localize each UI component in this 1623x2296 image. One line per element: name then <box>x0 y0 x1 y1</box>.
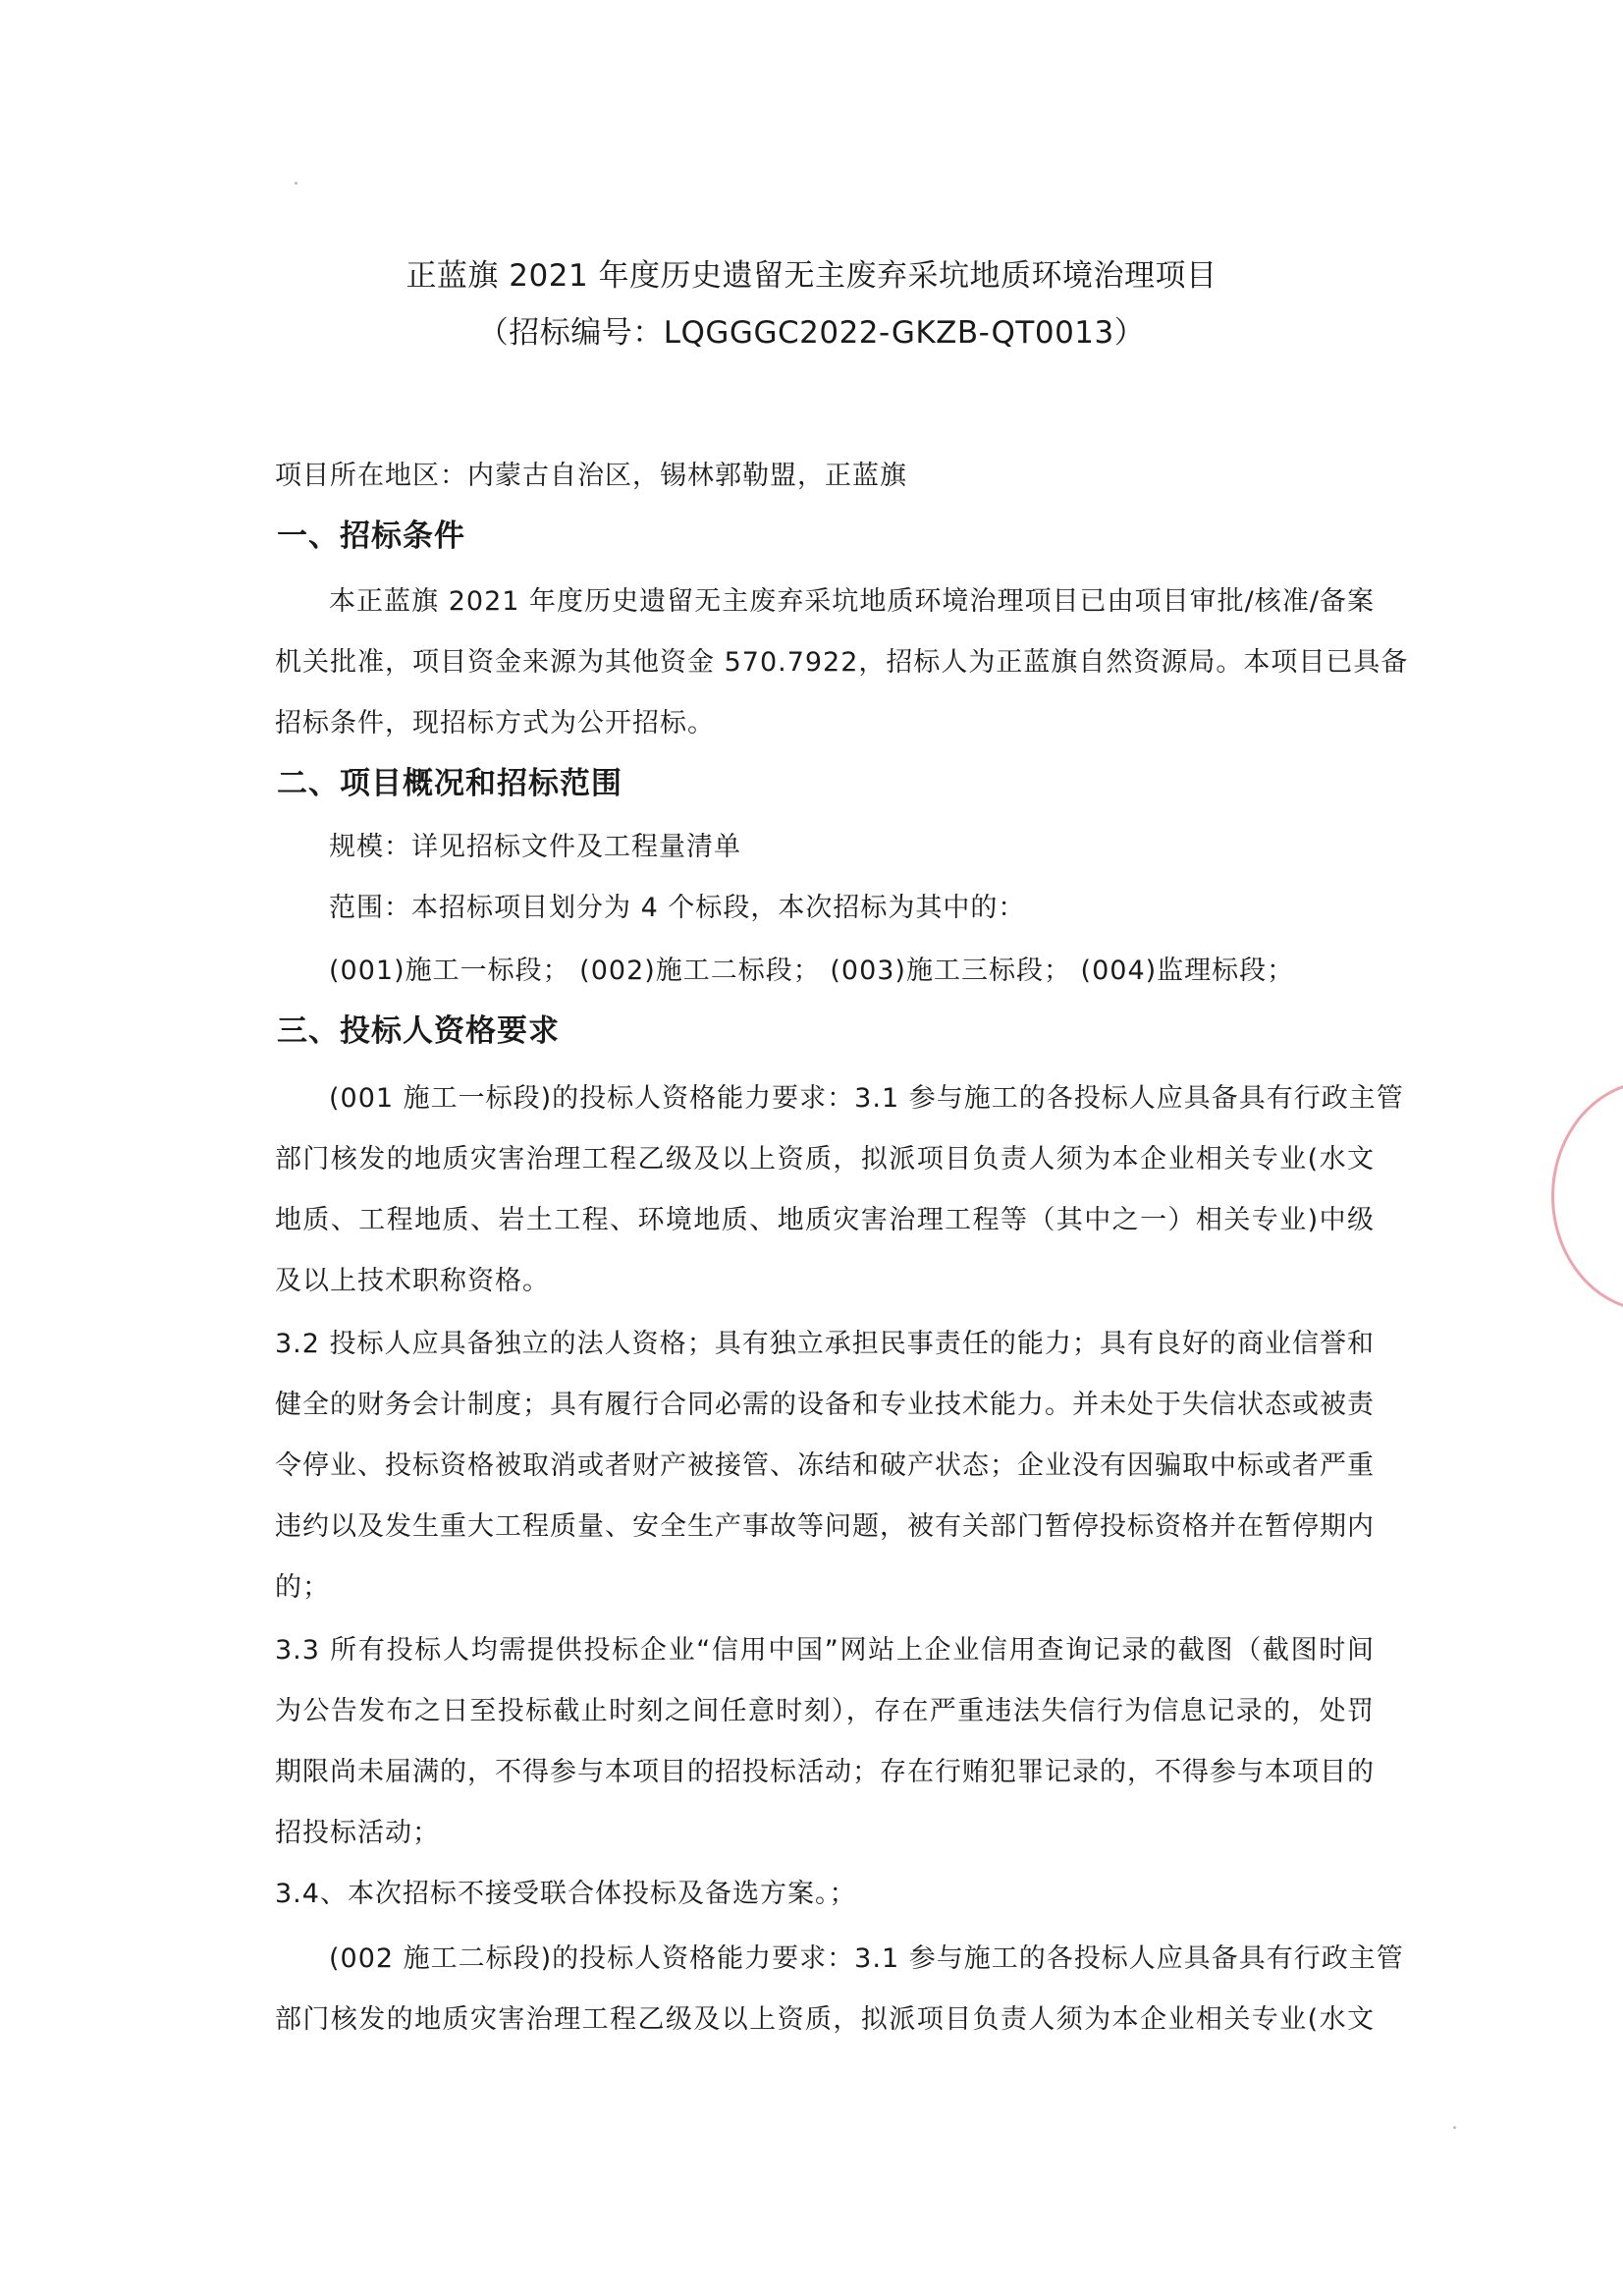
section3-line: 的； <box>275 1572 330 1603</box>
section3-line: 地质、工程地质、岩土工程、环境地质、地质灾害治理工程等（其中之一）相关专业)中级 <box>275 1205 1375 1235</box>
section2-heading: 二、项目概况和招标范围 <box>277 766 622 801</box>
section3-line: 违约以及发生重大工程质量、安全生产事故等问题，被有关部门暂停投标资格并在暂停期内 <box>275 1511 1375 1542</box>
section3-line: 3.3 所有投标人均需提供投标企业“信用中国”网站上企业信用查询记录的截图（截图时间 <box>275 1635 1375 1666</box>
section3-line: 3.2 投标人应具备独立的法人资格；具有独立承担民事责任的能力；具有良好的商业信誉和 <box>275 1329 1375 1359</box>
section3-line: (001 施工一标段)的投标人资格能力要求：3.1 参与施工的各投标人应具备具有行政主管 <box>329 1083 1404 1114</box>
section3-line: 部门核发的地质灾害治理工程乙级及以上资质，拟派项目负责人须为本企业相关专业(水文 <box>275 2004 1375 2035</box>
scope-line: 范围：本招标项目划分为 4 个标段，本次招标为其中的： <box>329 893 1026 923</box>
tender-number: （招标编号：LQGGGC2022-GKZB-QT0013） <box>477 315 1146 351</box>
lots-line: (001)施工一标段； (002)施工二标段； (003)施工三标段； (004)监理标段； <box>329 956 1295 986</box>
section3-line: 及以上技术职称资格。 <box>275 1266 550 1296</box>
section3-line: 期限尚未届满的，不得参与本项目的招投标活动；存在行贿犯罪记录的，不得参与本项目的 <box>275 1757 1375 1787</box>
section1-heading: 一、招标条件 <box>277 519 465 554</box>
section3-line: 健全的财务会计制度；具有履行合同必需的设备和专业技术能力。并未处于失信状态或被责 <box>275 1390 1375 1420</box>
section3-line: 部门核发的地质灾害治理工程乙级及以上资质，拟派项目负责人须为本企业相关专业(水文 <box>275 1144 1375 1175</box>
section3-line: 令停业、投标资格被取消或者财产被接管、冻结和破产状态；企业没有因骗取中标或者严重 <box>275 1450 1375 1481</box>
section3-line: (002 施工二标段)的投标人资格能力要求：3.1 参与施工的各投标人应具备具有行政主管 <box>329 1943 1404 1974</box>
red-seal-stamp <box>1551 1080 1623 1312</box>
section3-heading: 三、投标人资格要求 <box>277 1013 560 1049</box>
section3-line: 为公告发布之日至投标截止时刻之间任意时刻），存在严重违法失信行为信息记录的，处罚 <box>275 1696 1375 1726</box>
section3-line: 招投标活动； <box>275 1818 440 1848</box>
scale-line: 规模：详见招标文件及工程量清单 <box>329 832 741 862</box>
section1-line: 招标条件，现招标方式为公开招标。 <box>275 708 715 738</box>
section3-line: 3.4、本次招标不接受联合体投标及备选方案。； <box>275 1879 857 1909</box>
section1-line: 本正蓝旗 2021 年度历史遗留无主废弃采坑地质环境治理项目已由项目审批/核准/备案 <box>329 586 1375 617</box>
scan-speck <box>1453 2126 1456 2129</box>
project-location: 项目所在地区：内蒙古自治区，锡林郭勒盟，正蓝旗 <box>275 461 907 491</box>
scan-speck <box>295 182 298 185</box>
section1-line: 机关批准，项目资金来源为其他资金 570.7922，招标人为正蓝旗自然资源局。本项目已具备 <box>275 647 1409 678</box>
document-title: 正蓝旗 2021 年度历史遗留无主废弃采坑地质环境治理项目 <box>406 258 1217 294</box>
